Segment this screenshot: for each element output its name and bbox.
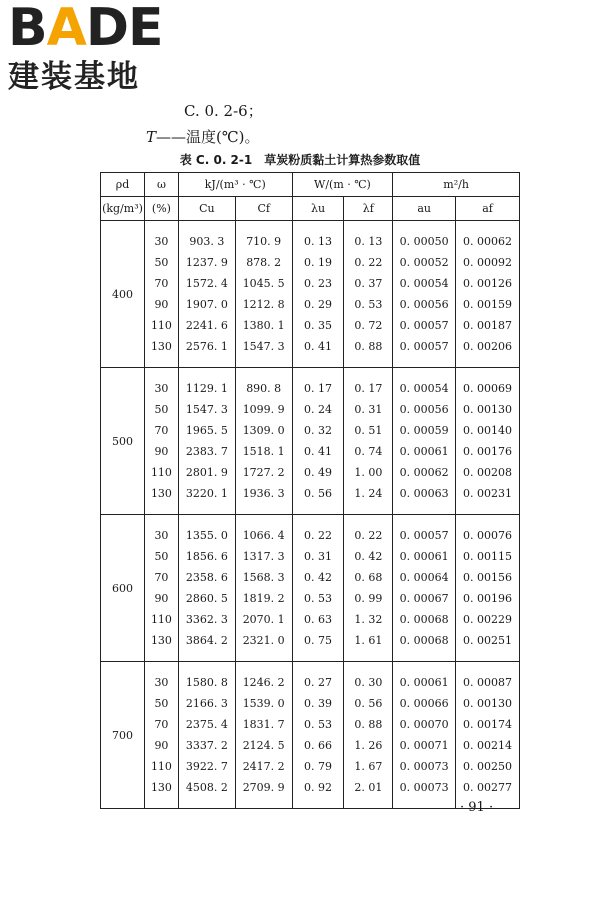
cell-omega — [144, 368, 178, 515]
value-omega: 130 — [150, 634, 172, 647]
cell-af — [456, 368, 520, 515]
value-omega: 90 — [154, 592, 169, 605]
value-au: 0. 00059 — [399, 424, 449, 437]
value-lu: 0. 22 — [304, 529, 333, 542]
value-af: 0. 00130 — [463, 697, 513, 710]
header-conductivity-unit: W/(m · ℃) — [292, 173, 393, 197]
value-af: 0. 00069 — [463, 382, 513, 395]
value-af: 0. 00251 — [463, 634, 513, 647]
value-cf: 890. 8 — [246, 382, 282, 395]
value-lf: 0. 72 — [354, 319, 383, 332]
value-af: 0. 00159 — [463, 298, 513, 311]
value-cu: 3337. 2 — [185, 739, 228, 752]
cell-lf — [344, 515, 393, 662]
value-af: 0. 00174 — [463, 718, 513, 731]
value-cf: 1539. 0 — [242, 697, 285, 710]
value-cf: 1309. 0 — [242, 424, 285, 437]
value-cf: 1380. 1 — [242, 319, 285, 332]
value-lu: 0. 27 — [304, 676, 333, 689]
value-af: 0. 00214 — [463, 739, 513, 752]
cell-au — [393, 662, 456, 809]
value-omega: 30 — [154, 382, 169, 395]
value-lf: 0. 31 — [354, 403, 383, 416]
value-lf: 0. 74 — [354, 445, 383, 458]
value-af: 0. 00156 — [463, 571, 513, 584]
value-lf: 1. 24 — [354, 487, 383, 500]
value-cu: 4508. 2 — [185, 781, 228, 794]
value-af: 0. 00087 — [463, 676, 513, 689]
cell-cf — [235, 221, 292, 368]
value-au: 0. 00068 — [399, 613, 449, 626]
value-omega: 110 — [150, 613, 172, 626]
value-au: 0. 00066 — [399, 697, 449, 710]
value-au: 0. 00062 — [399, 466, 449, 479]
header-moisture: ω — [144, 173, 178, 197]
cell-au — [393, 221, 456, 368]
value-lf: 0. 13 — [354, 235, 383, 248]
value-cu: 2241. 6 — [185, 319, 228, 332]
value-lu: 0. 17 — [304, 382, 333, 395]
cell-lu — [292, 662, 344, 809]
table-row — [101, 221, 520, 368]
value-cf: 1045. 5 — [242, 277, 285, 290]
value-lu: 0. 31 — [304, 550, 333, 563]
cell-cf — [235, 368, 292, 515]
value-cf: 878. 2 — [246, 256, 282, 269]
value-omega: 130 — [150, 340, 172, 353]
cell-lf — [344, 662, 393, 809]
value-lu: 0. 19 — [304, 256, 333, 269]
value-af: 0. 00277 — [463, 781, 513, 794]
value-omega: 30 — [154, 235, 169, 248]
value-au: 0. 00073 — [399, 781, 449, 794]
value-au: 0. 00063 — [399, 487, 449, 500]
value-omega: 90 — [154, 739, 169, 752]
thermal-parameter-table — [100, 172, 520, 809]
header-cu: Cu — [178, 197, 235, 221]
value-cu: 1129. 1 — [185, 382, 228, 395]
value-au: 0. 00050 — [399, 235, 449, 248]
value-lf: 1. 00 — [354, 466, 383, 479]
value-lu: 0. 23 — [304, 277, 333, 290]
value-lf: 0. 37 — [354, 277, 383, 290]
value-cf: 2124. 5 — [242, 739, 285, 752]
value-au: 0. 00054 — [399, 277, 449, 290]
value-lf: 0. 68 — [354, 571, 383, 584]
value-lu: 0. 66 — [304, 739, 333, 752]
cell-lf — [344, 221, 393, 368]
value-cf: 1212. 8 — [242, 298, 285, 311]
value-omega: 50 — [154, 697, 169, 710]
value-lu: 0. 53 — [304, 718, 333, 731]
header-diffusivity-unit: m²/h — [393, 173, 520, 197]
header-cf: Cf — [235, 197, 292, 221]
value-lu: 0. 35 — [304, 319, 333, 332]
density-value: 700 — [101, 662, 145, 809]
table-row — [101, 368, 520, 515]
value-cf: 2417. 2 — [242, 760, 285, 773]
cell-cu — [178, 368, 235, 515]
value-omega: 50 — [154, 256, 169, 269]
value-cu: 3220. 1 — [185, 487, 228, 500]
header-lf: λf — [344, 197, 393, 221]
header-lu: λu — [292, 197, 344, 221]
cell-au — [393, 368, 456, 515]
value-lf: 0. 56 — [354, 697, 383, 710]
value-lf: 1. 67 — [354, 760, 383, 773]
header-heat-capacity-unit: kJ/(m³ · ℃) — [178, 173, 292, 197]
cell-lf — [344, 368, 393, 515]
value-lu: 0. 53 — [304, 592, 333, 605]
value-cu: 1572. 4 — [185, 277, 228, 290]
value-omega: 30 — [154, 676, 169, 689]
value-omega: 70 — [154, 277, 169, 290]
value-af: 0. 00092 — [463, 256, 513, 269]
cell-cu — [178, 662, 235, 809]
logo-wordmark: BADE — [8, 0, 163, 58]
value-au: 0. 00068 — [399, 634, 449, 647]
value-cu: 1580. 8 — [185, 676, 228, 689]
cell-cu — [178, 515, 235, 662]
value-lu: 0. 75 — [304, 634, 333, 647]
value-cf: 1819. 2 — [242, 592, 285, 605]
value-cf: 1727. 2 — [242, 466, 285, 479]
value-cf: 1246. 2 — [242, 676, 285, 689]
value-cu: 2576. 1 — [185, 340, 228, 353]
value-lu: 0. 49 — [304, 466, 333, 479]
value-af: 0. 00115 — [463, 550, 513, 563]
value-lf: 0. 88 — [354, 340, 383, 353]
value-af: 0. 00140 — [463, 424, 513, 437]
value-lf: 1. 61 — [354, 634, 383, 647]
value-cu: 1237. 9 — [185, 256, 228, 269]
value-omega: 70 — [154, 571, 169, 584]
cell-lu — [292, 515, 344, 662]
value-af: 0. 00076 — [463, 529, 513, 542]
table-caption: 表 C. 0. 2-1 草炭粉质黏土计算热参数取值 — [179, 153, 421, 167]
value-lf: 0. 22 — [354, 529, 383, 542]
value-af: 0. 00208 — [463, 466, 513, 479]
value-af: 0. 00126 — [463, 277, 513, 290]
value-cf: 1066. 4 — [242, 529, 285, 542]
value-cu: 1856. 6 — [185, 550, 228, 563]
value-cu: 2801. 9 — [185, 466, 228, 479]
cell-cu — [178, 221, 235, 368]
value-cf: 1518. 1 — [242, 445, 285, 458]
value-lf: 0. 53 — [354, 298, 383, 311]
value-cu: 2375. 4 — [185, 718, 228, 731]
density-value: 400 — [101, 221, 145, 368]
value-af: 0. 00130 — [463, 403, 513, 416]
value-omega: 50 — [154, 550, 169, 563]
value-lf: 0. 42 — [354, 550, 383, 563]
value-lu: 0. 79 — [304, 760, 333, 773]
value-cf: 1936. 3 — [242, 487, 285, 500]
value-lu: 0. 13 — [304, 235, 333, 248]
value-omega: 30 — [154, 529, 169, 542]
value-af: 0. 00231 — [463, 487, 513, 500]
value-cf: 1317. 3 — [242, 550, 285, 563]
page-number: · 91 · — [460, 800, 494, 815]
header-density: ρd — [101, 173, 145, 197]
value-cf: 1099. 9 — [242, 403, 285, 416]
value-omega: 70 — [154, 718, 169, 731]
publisher-logo — [8, 2, 178, 102]
value-lf: 0. 51 — [354, 424, 383, 437]
table-row — [101, 662, 520, 809]
value-au: 0. 00057 — [399, 529, 449, 542]
value-omega: 90 — [154, 445, 169, 458]
cell-af — [456, 515, 520, 662]
cell-au — [393, 515, 456, 662]
value-lu: 0. 24 — [304, 403, 333, 416]
value-au: 0. 00056 — [399, 298, 449, 311]
value-cf: 1568. 3 — [242, 571, 285, 584]
value-af: 0. 00250 — [463, 760, 513, 773]
value-au: 0. 00064 — [399, 571, 449, 584]
value-cf: 2709. 9 — [242, 781, 285, 794]
logo-chinese-name: 建装基地 — [8, 59, 140, 95]
value-af: 0. 00176 — [463, 445, 513, 458]
value-cu: 1965. 5 — [185, 424, 228, 437]
value-omega: 110 — [150, 466, 172, 479]
value-au: 0. 00061 — [399, 676, 449, 689]
value-cf: 710. 9 — [246, 235, 282, 248]
value-lu: 0. 56 — [304, 487, 333, 500]
table-body — [101, 221, 520, 809]
value-cu: 2860. 5 — [185, 592, 228, 605]
value-lf: 1. 32 — [354, 613, 383, 626]
density-value: 600 — [101, 515, 145, 662]
header-au: au — [393, 197, 456, 221]
value-af: 0. 00229 — [463, 613, 513, 626]
value-cu: 1355. 0 — [185, 529, 228, 542]
value-omega: 90 — [154, 298, 169, 311]
value-cu: 2358. 6 — [185, 571, 228, 584]
value-cu: 2166. 3 — [185, 697, 228, 710]
value-lf: 0. 30 — [354, 676, 383, 689]
density-value: 500 — [101, 368, 145, 515]
value-lu: 0. 41 — [304, 445, 333, 458]
cell-af — [456, 662, 520, 809]
value-lu: 0. 92 — [304, 781, 333, 794]
cell-omega — [144, 662, 178, 809]
value-lf: 0. 88 — [354, 718, 383, 731]
value-lf: 0. 17 — [354, 382, 383, 395]
value-cf: 1831. 7 — [242, 718, 285, 731]
value-au: 0. 00057 — [399, 319, 449, 332]
table-row — [101, 515, 520, 662]
header-moisture-unit: (%) — [144, 197, 178, 221]
cell-cf — [235, 515, 292, 662]
value-cu: 1547. 3 — [185, 403, 228, 416]
value-lu: 0. 41 — [304, 340, 333, 353]
value-cu: 3362. 3 — [185, 613, 228, 626]
value-af: 0. 00187 — [463, 319, 513, 332]
value-cu: 1907. 0 — [185, 298, 228, 311]
value-omega: 110 — [150, 760, 172, 773]
value-au: 0. 00052 — [399, 256, 449, 269]
value-cf: 2321. 0 — [242, 634, 285, 647]
value-lf: 1. 26 — [354, 739, 383, 752]
value-omega: 50 — [154, 403, 169, 416]
value-omega: 110 — [150, 319, 172, 332]
value-lu: 0. 29 — [304, 298, 333, 311]
value-af: 0. 00206 — [463, 340, 513, 353]
cell-lu — [292, 368, 344, 515]
value-lf: 0. 22 — [354, 256, 383, 269]
value-au: 0. 00073 — [399, 760, 449, 773]
value-omega: 130 — [150, 781, 172, 794]
value-au: 0. 00071 — [399, 739, 449, 752]
value-cu: 903. 3 — [189, 235, 225, 248]
value-af: 0. 00062 — [463, 235, 513, 248]
value-lu: 0. 32 — [304, 424, 333, 437]
value-lf: 2. 01 — [354, 781, 383, 794]
cell-af — [456, 221, 520, 368]
cell-lu — [292, 221, 344, 368]
value-cf: 2070. 1 — [242, 613, 285, 626]
value-omega: 130 — [150, 487, 172, 500]
value-au: 0. 00054 — [399, 382, 449, 395]
value-af: 0. 00196 — [463, 592, 513, 605]
equation-reference: C. 0. 2-6； — [184, 102, 263, 120]
header-af: af — [456, 197, 520, 221]
value-au: 0. 00067 — [399, 592, 449, 605]
value-lu: 0. 42 — [304, 571, 333, 584]
cell-omega — [144, 515, 178, 662]
value-au: 0. 00057 — [399, 340, 449, 353]
value-cu: 2383. 7 — [185, 445, 228, 458]
value-lu: 0. 63 — [304, 613, 333, 626]
value-cu: 3922. 7 — [185, 760, 228, 773]
value-au: 0. 00070 — [399, 718, 449, 731]
value-cu: 3864. 2 — [185, 634, 228, 647]
value-au: 0. 00056 — [399, 403, 449, 416]
header-density-unit: (kg/m³) — [101, 197, 145, 221]
variable-definition: T——温度(℃)。 — [146, 128, 260, 146]
cell-omega — [144, 221, 178, 368]
value-cf: 1547. 3 — [242, 340, 285, 353]
value-lf: 0. 99 — [354, 592, 383, 605]
value-au: 0. 00061 — [399, 445, 449, 458]
value-au: 0. 00061 — [399, 550, 449, 563]
value-lu: 0. 39 — [304, 697, 333, 710]
cell-cf — [235, 662, 292, 809]
value-omega: 70 — [154, 424, 169, 437]
